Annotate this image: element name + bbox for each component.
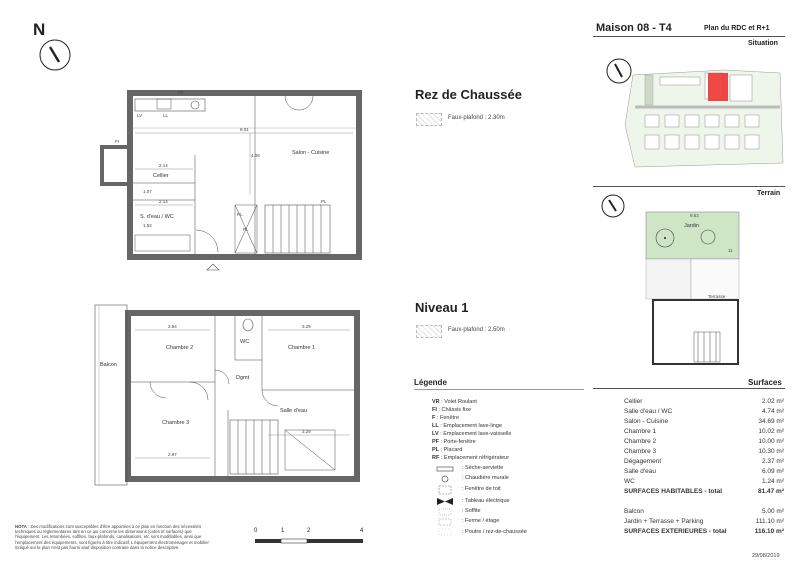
niveau1-ceiling: Faux-plafond : 2.50m: [448, 327, 505, 333]
legend-code: VR: [432, 399, 440, 405]
beam-icon: [438, 528, 452, 536]
rdc-room-label: S. d'eau / WC: [140, 214, 174, 220]
surface-value: 10.02 m²: [758, 428, 784, 435]
legend-text: : Châssis fixe: [438, 407, 472, 413]
legend-abbr-row: [432, 415, 459, 421]
rdc-ceiling-swatch: [416, 113, 442, 126]
surface-value: 34.69 m²: [758, 418, 784, 425]
surface-value: 1.24 m²: [761, 478, 784, 485]
surface-name: Chambre 2: [624, 438, 657, 445]
terrain-dim: 11: [728, 248, 733, 253]
situation-label: Situation: [748, 40, 778, 47]
legend-abbr-row: [432, 439, 476, 445]
truss-icon: [438, 518, 452, 526]
scale-tick-label: 4: [360, 528, 364, 534]
surface-total-row: [624, 528, 784, 535]
surface-row: [624, 478, 784, 485]
rdc-tag: LL: [163, 113, 169, 118]
electric-panel-icon: [436, 497, 454, 506]
legend-code: FI: [432, 407, 437, 413]
surface-total-name: SURFACES EXTERIEURES - total: [624, 528, 727, 535]
north-arrow-icon: [38, 38, 72, 72]
surface-name: Salon - Cuisine: [624, 418, 669, 425]
legend-symbol-text: : Poutre / rez-de-chaussée: [462, 529, 527, 535]
legend-code: PL: [432, 447, 440, 453]
surfaces-title: Surfaces: [748, 378, 782, 387]
legend-abbr-row: [432, 455, 509, 461]
n1-room-label: Chambre 2: [166, 345, 194, 351]
surface-name: WC: [624, 478, 635, 485]
scale-tick-label: 1: [281, 528, 285, 534]
legend-code: PF: [432, 439, 440, 445]
rdc-tag: FI: [115, 139, 119, 144]
surface-name: Jardin + Terrasse + Parking: [624, 518, 704, 525]
n1-dim: 2.97: [168, 452, 177, 457]
legend-abbr-row: [432, 447, 462, 453]
surface-total-value: 116.10 m²: [754, 528, 784, 535]
legend-symbol-text: : Tableau électrique: [462, 498, 510, 504]
rdc-ceiling: Faux-plafond : 2.30m: [448, 115, 505, 121]
terrain-label: Terrain: [757, 190, 781, 197]
terrain-map: [598, 192, 788, 372]
surface-name: Chambre 1: [624, 428, 657, 435]
surface-row: [624, 408, 784, 415]
surface-value: 111.10 m²: [755, 518, 784, 525]
legend-text: : Volet Roulant: [441, 399, 477, 405]
surface-total-value: 81.47 m²: [757, 488, 784, 495]
legend-text: : Porte-fenêtre: [440, 439, 476, 445]
surface-row: [624, 468, 784, 475]
towel-dryer-icon: [436, 466, 454, 472]
legend-code: RF: [432, 455, 440, 461]
rdc-dim: 2.14: [159, 163, 168, 168]
surface-row: [624, 458, 784, 465]
scale-tick-label: 2: [307, 528, 311, 534]
surface-value: 6.09 m²: [761, 468, 784, 475]
surface-row: [624, 418, 784, 425]
boiler-icon: [438, 475, 452, 483]
legend-text: : Fenêtre: [436, 415, 459, 421]
note-text: : Des modifications sont susceptibles d'être apportées à ce plan en fonction des nécessités techniques ou réglementaires tant en ce qui concerne les dimensions (cotes et surfaces) que l'équipement. Les retombées, soffites, faux-plafonds, canalisations, etc sont modifiables, ainsi que l'emplacement des équipements, sont figurés à titre indicatif. L'équipement électroménager et mobilier indiqué sur le plan n'est pas fourni sauf disposition contraire dans la notice descriptive.: [15, 524, 209, 550]
terrain-jardin-label: Jardin: [684, 223, 699, 229]
legend-code: LL: [432, 423, 439, 429]
n1-room-label: Dgmt: [236, 375, 250, 381]
surface-row: [624, 438, 784, 445]
plan-date: 29/08/2019: [752, 553, 780, 559]
rdc-tag: LV: [137, 113, 143, 118]
legend-symbol-text: : Fenêtre de toit: [462, 486, 501, 492]
legend-symbol-text: : Sèche-serviette: [462, 465, 504, 471]
legend-abbr-row: [432, 423, 502, 429]
plan-subtitle: Plan du RDC et R+1: [704, 25, 770, 32]
surface-name: Balcon: [624, 508, 644, 515]
surface-value: 5.00 m²: [761, 508, 784, 515]
surface-row: [624, 428, 784, 435]
n1-dim: 2.94: [168, 324, 177, 329]
legend-symbol-text: : Chaudière murale: [462, 475, 509, 481]
legend-abbr-row: [432, 431, 511, 437]
rdc-dim: 1.52: [143, 223, 152, 228]
surface-total-row: [624, 488, 784, 495]
rdc-title: Rez de Chaussée: [415, 87, 522, 102]
house-title: Maison 08 - T4: [596, 22, 672, 34]
situation-map: [605, 55, 785, 175]
terrain-terrasse-label: Terrasse: [708, 294, 726, 299]
n1-room-label: Chambre 3: [162, 420, 190, 426]
legend-symbol-text: : Ferme / étage: [462, 518, 500, 524]
n1-room-label: Chambre 1: [288, 345, 316, 351]
rdc-dim: 2.14: [159, 199, 168, 204]
surface-value: 4.74 m²: [761, 408, 784, 415]
scale-bar: [254, 538, 366, 544]
niveau1-floor-plan: [90, 300, 375, 495]
terrain-dim: 9.53: [690, 213, 699, 218]
roof-window-icon: [438, 485, 452, 495]
surface-name: Chambre 3: [624, 448, 657, 455]
n1-ceiling-swatch: [416, 325, 442, 338]
rdc-tag: VR: [177, 90, 184, 95]
niveau1-title: Niveau 1: [415, 300, 469, 315]
legend-code: F: [432, 415, 436, 421]
surface-value: 10.30 m²: [758, 448, 784, 455]
surface-name: Salle d'eau: [624, 468, 656, 475]
surface-row: [624, 448, 784, 455]
rdc-dim: 8.01: [240, 127, 249, 132]
surface-total-name: SURFACES HABITABLES - total: [624, 488, 723, 495]
n1-dim: 3.29: [302, 429, 311, 434]
surface-value: 10.00 m²: [758, 438, 784, 445]
n1-dim: 3.29: [302, 324, 311, 329]
disclaimer-note: [15, 524, 215, 550]
legend-title: Légende: [414, 378, 447, 387]
surfaces-divider: [593, 388, 785, 389]
n1-room-label: Salle d'eau: [280, 408, 308, 414]
header-divider: [593, 36, 785, 37]
rdc-dim: 1.07: [143, 189, 152, 194]
legend-text: : Emplacement réfrigérateur: [440, 455, 510, 461]
rdc-room-label: Cellier: [153, 173, 169, 179]
surface-name: Cellier: [624, 398, 643, 405]
rdc-dim: 4.06: [251, 153, 260, 158]
surface-name: Dégagement: [624, 458, 662, 465]
note-label: NOTA: [15, 524, 27, 529]
legend-text: : Emplacement lave-linge: [440, 423, 503, 429]
rdc-tag: PL: [243, 227, 249, 232]
surface-row: [624, 398, 784, 405]
surface-value: 2.02 m²: [761, 398, 784, 405]
legend-code: LV: [432, 431, 439, 437]
soffit-icon: [438, 508, 452, 516]
n1-room-label: WC: [240, 339, 250, 345]
legend-symbol-text: : Soffite: [462, 508, 481, 514]
terrain-divider: [593, 186, 785, 187]
legend-abbr-row: [432, 399, 477, 405]
rdc-tag: PL: [321, 199, 327, 204]
legend-text: : Emplacement lave-vaisselle: [440, 431, 512, 437]
scale-tick-label: 0: [254, 528, 258, 534]
legend-abbr-row: [432, 407, 471, 413]
legend-text: : Placard: [440, 447, 463, 453]
north-label: N: [33, 20, 46, 39]
surface-row: [624, 518, 784, 525]
surface-name: Salle d'eau / WC: [624, 408, 673, 415]
surface-value: 2.37 m²: [761, 458, 784, 465]
legend-divider: [414, 389, 584, 390]
surface-row: [624, 508, 784, 515]
rdc-tag: PL: [237, 212, 243, 217]
rdc-room-label: Salon - Cuisine: [292, 150, 330, 156]
rdc-floor-plan: [95, 85, 375, 280]
n1-room-label: Balcon: [100, 362, 117, 368]
